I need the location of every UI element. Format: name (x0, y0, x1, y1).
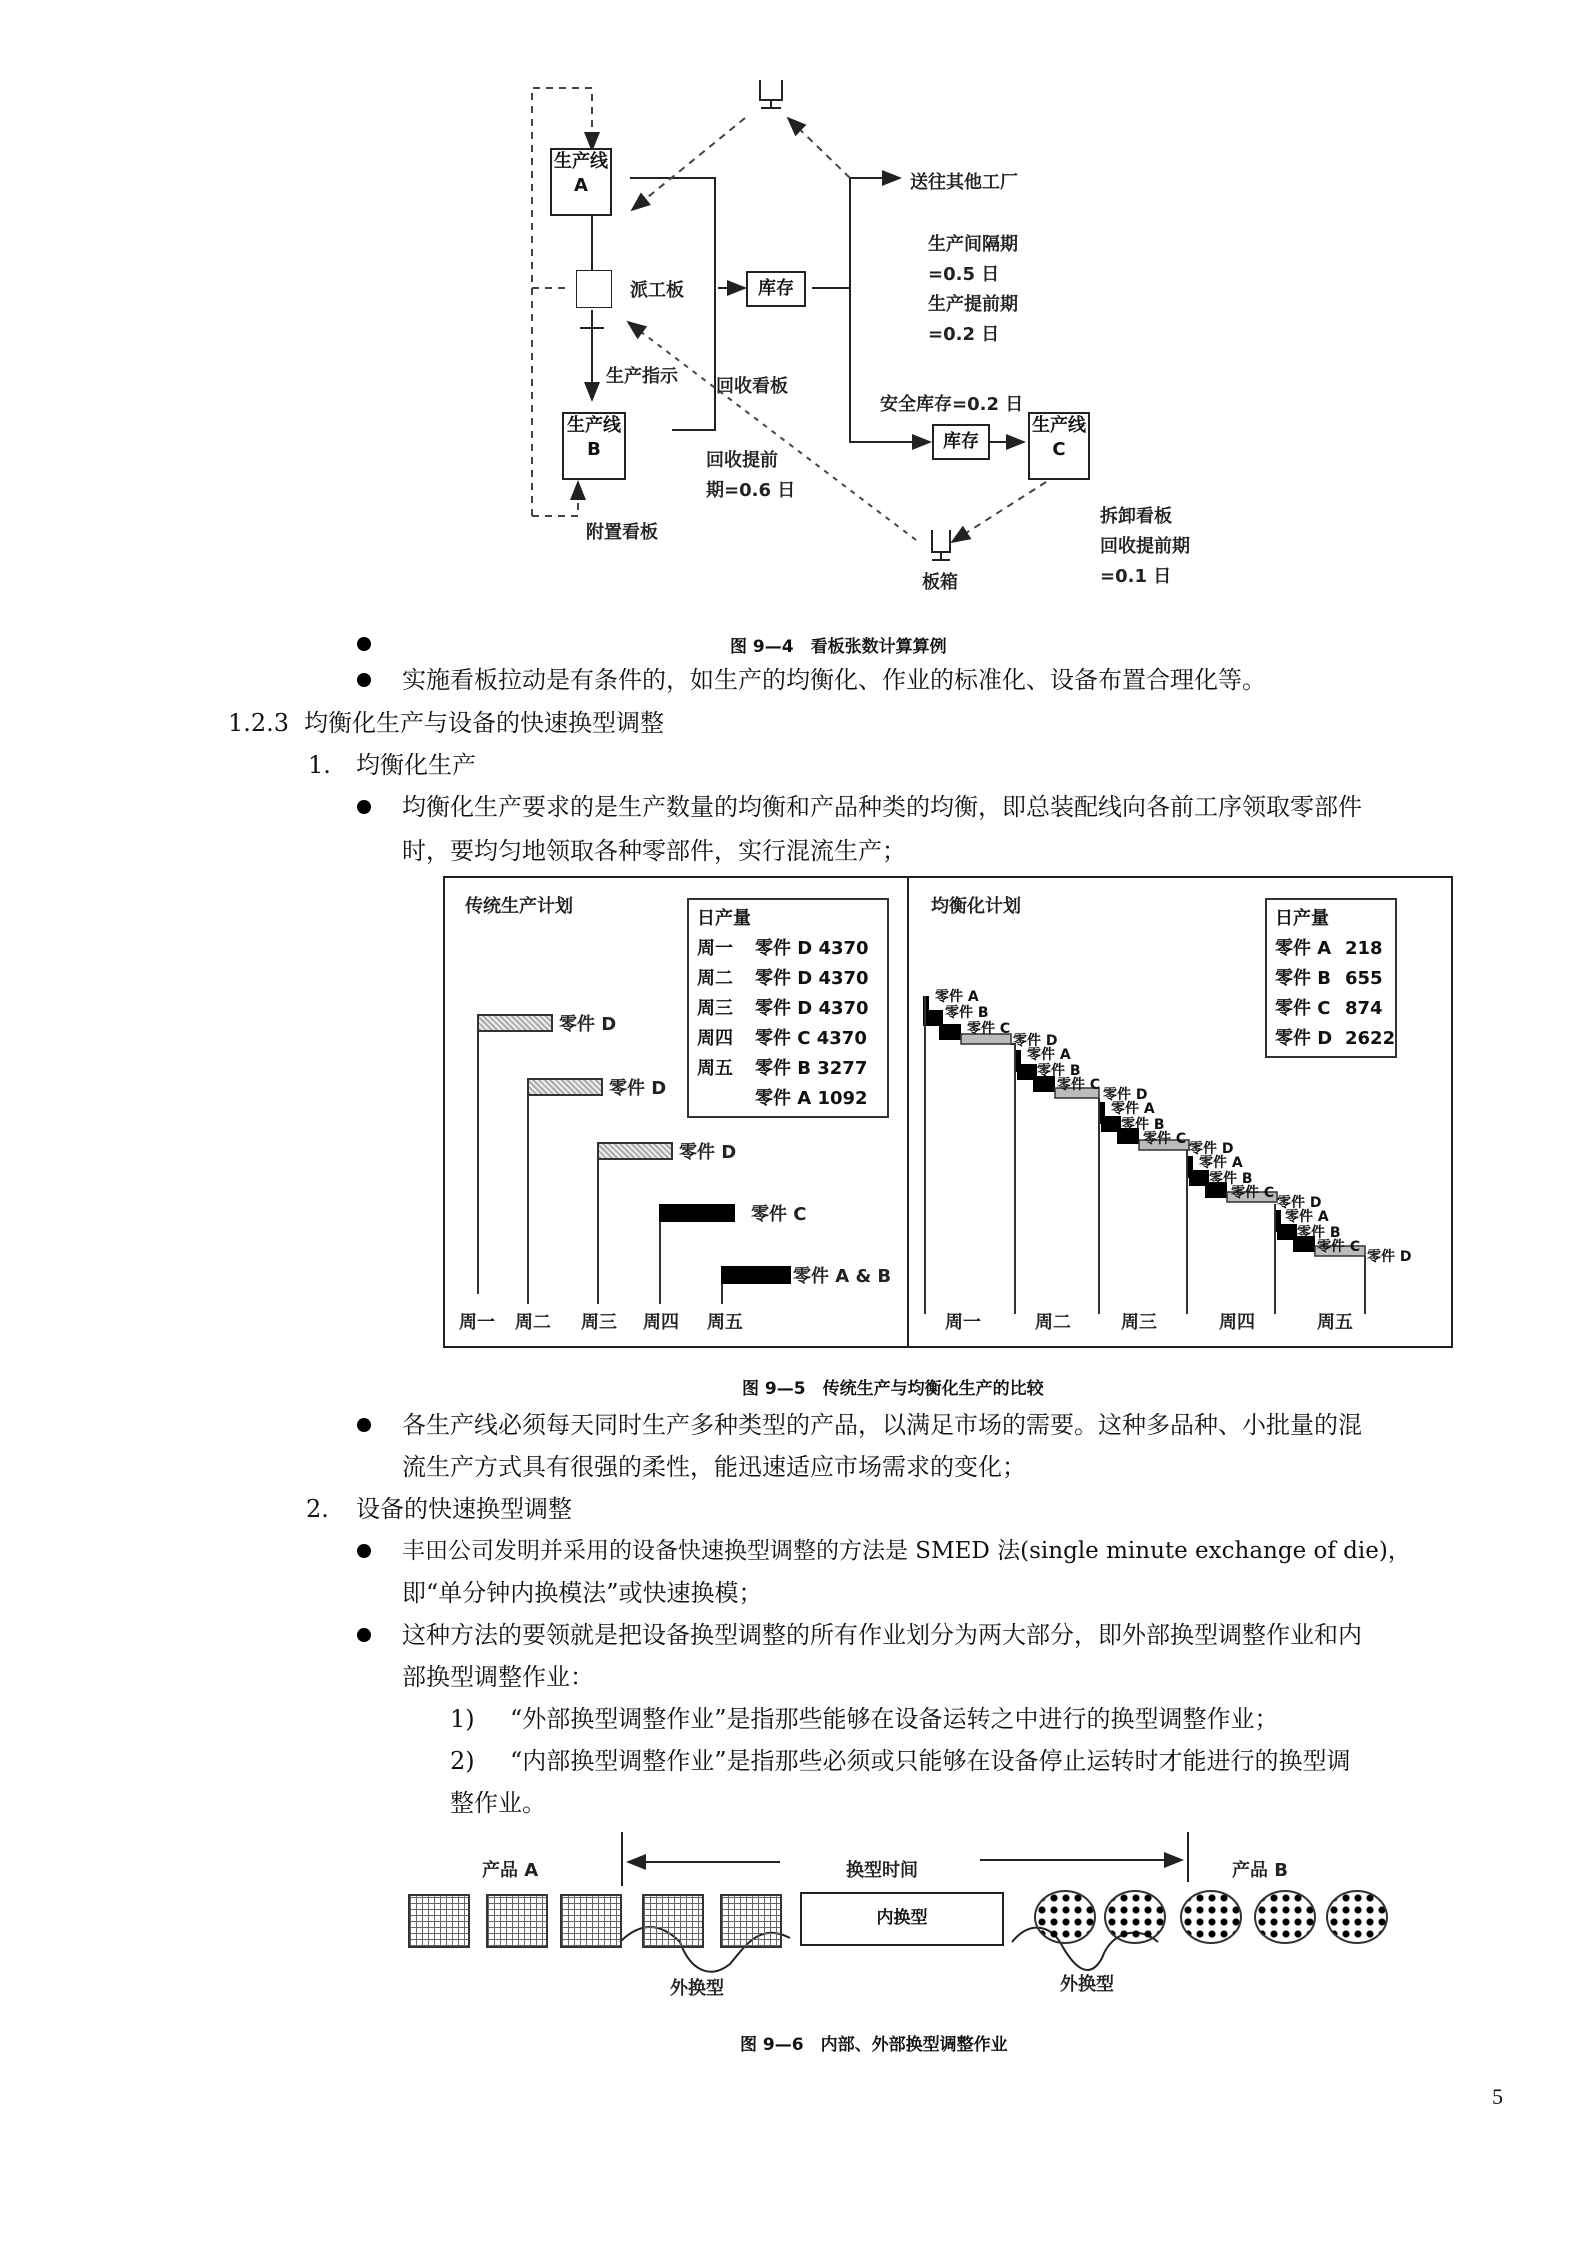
stair-label: 零件 D (1367, 1249, 1412, 1265)
stair-label: 零件 B (945, 1005, 989, 1021)
stair-label: 零件 D (1277, 1195, 1322, 1211)
legend-title: 日产量 (697, 908, 751, 929)
bullet-leveling-line-1: 均衡化生产要求的是生产数量的均衡和产品种类的均衡，即总装配线向各前工序领取零部件 (402, 793, 1362, 821)
product-b-unit (1326, 1890, 1388, 1944)
stair-label: 零件 D (1103, 1087, 1148, 1103)
lead-value: =0.2 日 (928, 324, 1000, 345)
stair-label: 零件 B (1209, 1171, 1253, 1187)
figure-9-5 (443, 876, 1453, 1348)
product-b-unit (1254, 1890, 1316, 1944)
remove-kanban-label-2: 回收提前期 (1100, 536, 1190, 557)
stair-label: 零件 A (1111, 1101, 1155, 1117)
bar-part-d-wed (597, 1142, 673, 1160)
legend-title: 日产量 (1275, 908, 1329, 929)
day-label: 周五 (1317, 1312, 1353, 1333)
collect-lead-label-2: 期=0.6 日 (706, 480, 796, 501)
stair-label: 零件 B (1121, 1117, 1165, 1133)
day-label: 周二 (1035, 1312, 1071, 1333)
item-1-text: “外部换型调整作业”是指那些能够在设备运转之中进行的换型调整作业； (510, 1705, 1279, 1733)
item-2-line-1: “内部换型调整作业”是指那些必须或只能够在设备停止运转时才能进行的换型调 (510, 1747, 1351, 1775)
production-line-c: 生产线 C (1028, 412, 1090, 480)
external-changeover-right-label: 外换型 (1060, 1974, 1114, 1995)
collect-kanban-label: 回收看板 (716, 376, 788, 397)
stair-label: 零件 C (1231, 1185, 1275, 1201)
legend-row: 零件 A 218 (1275, 938, 1383, 959)
day-stem (597, 1142, 599, 1304)
stair-label: 零件 B (1037, 1063, 1081, 1079)
stair-label: 零件 A (1027, 1047, 1071, 1063)
bar-label: 零件 D (609, 1078, 667, 1099)
legend-row: 零件 C 874 (1275, 998, 1383, 1019)
bar-part-c-thu (659, 1204, 735, 1222)
figure-9-4 (520, 70, 1220, 670)
legend-row: 周四 零件 C 4370 (697, 1028, 867, 1049)
leveled-plan-title: 均衡化计划 (931, 896, 1021, 917)
production-instruction-label: 生产指示 (606, 366, 678, 387)
product-a-unit (486, 1894, 548, 1948)
product-a-unit (408, 1894, 470, 1948)
legend-row: 零件 B 655 (1275, 968, 1383, 989)
figure-9-6-caption: 图 9—6 内部、外部换型调整作业 (740, 2035, 1008, 2055)
bullet-smed-line-2: 即“单分钟内换模法”或快速换模； (402, 1579, 763, 1607)
day-label: 周三 (1121, 1312, 1157, 1333)
lead-title: 生产提前期 (928, 294, 1018, 315)
stair-label: 零件 C (1317, 1239, 1361, 1255)
stair-label: 零件 C (1143, 1131, 1187, 1147)
external-changeover-left-label: 外换型 (670, 1978, 724, 1999)
attached-kanban-label: 附置看板 (586, 522, 658, 543)
bar-label: 零件 D (559, 1014, 617, 1035)
legend-row: 零件 D 2622 (1275, 1028, 1396, 1049)
traditional-plan-title: 传统生产计划 (465, 896, 573, 917)
bar-part-d-mon (477, 1014, 553, 1032)
bullet-kanban-conditions: 实施看板拉动是有条件的，如生产的均衡化、作业的标准化、设备布置合理化等。 (402, 666, 1266, 694)
day-label: 周五 (707, 1312, 743, 1333)
day-label: 周一 (945, 1312, 981, 1333)
day-label: 周三 (581, 1312, 617, 1333)
day-label: 周一 (459, 1312, 495, 1333)
stair-label: 零件 A (1285, 1209, 1329, 1225)
day-label: 周四 (1219, 1312, 1255, 1333)
traditional-plan-panel (445, 878, 909, 1346)
bullet-leveling-line-2: 时，要均匀地领取各种零部件，实行混流生产； (402, 837, 906, 865)
bullet-marker (357, 1544, 371, 1558)
stair-label: 零件 C (1057, 1077, 1101, 1093)
legend-row: 周三 零件 D 4370 (697, 998, 869, 1019)
dispatch-board-box (576, 270, 612, 308)
bullet-method-line-1: 这种方法的要领就是把设备换型调整的所有作业划分为两大部分，即外部换型调整作业和内 (402, 1621, 1362, 1649)
remove-kanban-label-1: 拆卸看板 (1100, 506, 1172, 527)
remove-kanban-label-3: =0.1 日 (1100, 566, 1172, 587)
leveled-plan-panel (909, 878, 1451, 1346)
kanban-box-label: 板箱 (922, 572, 958, 593)
bullet-marker (357, 800, 371, 814)
legend-row: 周五 零件 B 3277 (697, 1058, 868, 1079)
bar-label: 零件 D (679, 1142, 737, 1163)
legend-row: 周二 零件 D 4370 (697, 968, 869, 989)
legend-row: 周一 零件 D 4370 (697, 938, 869, 959)
product-a-label: 产品 A (482, 1860, 539, 1881)
product-a-unit (720, 1894, 782, 1948)
traditional-legend (687, 898, 889, 1118)
stair-label: 零件 A (935, 989, 979, 1005)
figure-9-5-caption: 图 9—5 传统生产与均衡化生产的比较 (742, 1379, 1044, 1399)
item-2-line-2: 整作业。 (450, 1789, 546, 1817)
stair-label: 零件 D (1013, 1033, 1058, 1049)
section-number: 1.2.3 (228, 709, 290, 737)
subsection-2-title: 设备的快速换型调整 (356, 1495, 572, 1523)
subsection-2-number: 2. (306, 1495, 329, 1523)
bar-part-d-tue (527, 1078, 603, 1096)
interval-title: 生产间隔期 (928, 234, 1018, 255)
page-number: 5 (1492, 2084, 1503, 2109)
bullet-mixed-line-2: 流生产方式具有很强的柔性，能迅速适应市场需求的变化； (402, 1453, 1026, 1481)
day-stem (527, 1078, 529, 1304)
figure-9-4-caption: 图 9—4 看板张数计算算例 (730, 637, 947, 657)
changeover-time-label: 换型时间 (846, 1860, 918, 1881)
bullet-marker (357, 637, 371, 651)
legend-row: 零件 A 1092 (755, 1088, 868, 1109)
safety-stock-label: 安全库存=0.2 日 (880, 394, 1024, 415)
section-title: 均衡化生产与设备的快速换型调整 (304, 709, 664, 737)
bar-label: 零件 C (751, 1204, 807, 1225)
bullet-marker (357, 1628, 371, 1642)
stair-label: 零件 C (967, 1021, 1011, 1037)
subsection-1-title: 均衡化生产 (356, 751, 476, 779)
day-stem (477, 1014, 479, 1294)
figure-9-6 (390, 1830, 1420, 2030)
internal-changeover-box: 内换型 (800, 1892, 1004, 1946)
ship-other-plant-label: 送往其他工厂 (910, 172, 1018, 193)
production-line-a: 生产线 A (550, 148, 612, 216)
item-1-number: 1) (450, 1705, 475, 1733)
stair-label: 零件 B (1297, 1225, 1341, 1241)
product-b-unit (1104, 1890, 1166, 1944)
inventory-box-1: 库存 (746, 271, 806, 307)
dispatch-board-label: 派工板 (630, 280, 684, 301)
product-b-unit (1034, 1890, 1096, 1944)
stair-label: 零件 A (1199, 1155, 1243, 1171)
day-label: 周二 (515, 1312, 551, 1333)
product-a-unit (560, 1894, 622, 1948)
bullet-mixed-line-1: 各生产线必须每天同时生产多种类型的产品，以满足市场的需要。这种多品种、小批量的混 (402, 1411, 1362, 1439)
item-2-number: 2) (450, 1747, 475, 1775)
bar-part-ab-fri (721, 1266, 791, 1284)
subsection-1-number: 1. (308, 751, 331, 779)
bullet-smed-line-1: 丰田公司发明并采用的设备快速换型调整的方法是 SMED 法(single minute exchange of die)， (402, 1538, 1411, 1564)
bar-label: 零件 A & B (793, 1266, 892, 1287)
production-line-b: 生产线 B (562, 412, 626, 480)
interval-value: =0.5 日 (928, 264, 1000, 285)
product-a-unit (642, 1894, 704, 1948)
inventory-box-2: 库存 (932, 424, 990, 460)
bullet-marker (357, 673, 371, 687)
day-label: 周四 (643, 1312, 679, 1333)
product-b-unit (1180, 1890, 1242, 1944)
collect-lead-label-1: 回收提前 (706, 450, 778, 471)
product-b-label: 产品 B (1232, 1860, 1288, 1881)
bullet-method-line-2: 部换型调整作业： (402, 1663, 594, 1691)
bullet-marker (357, 1418, 371, 1432)
stair-label: 零件 D (1189, 1141, 1234, 1157)
leveled-staircase (909, 878, 1451, 1346)
